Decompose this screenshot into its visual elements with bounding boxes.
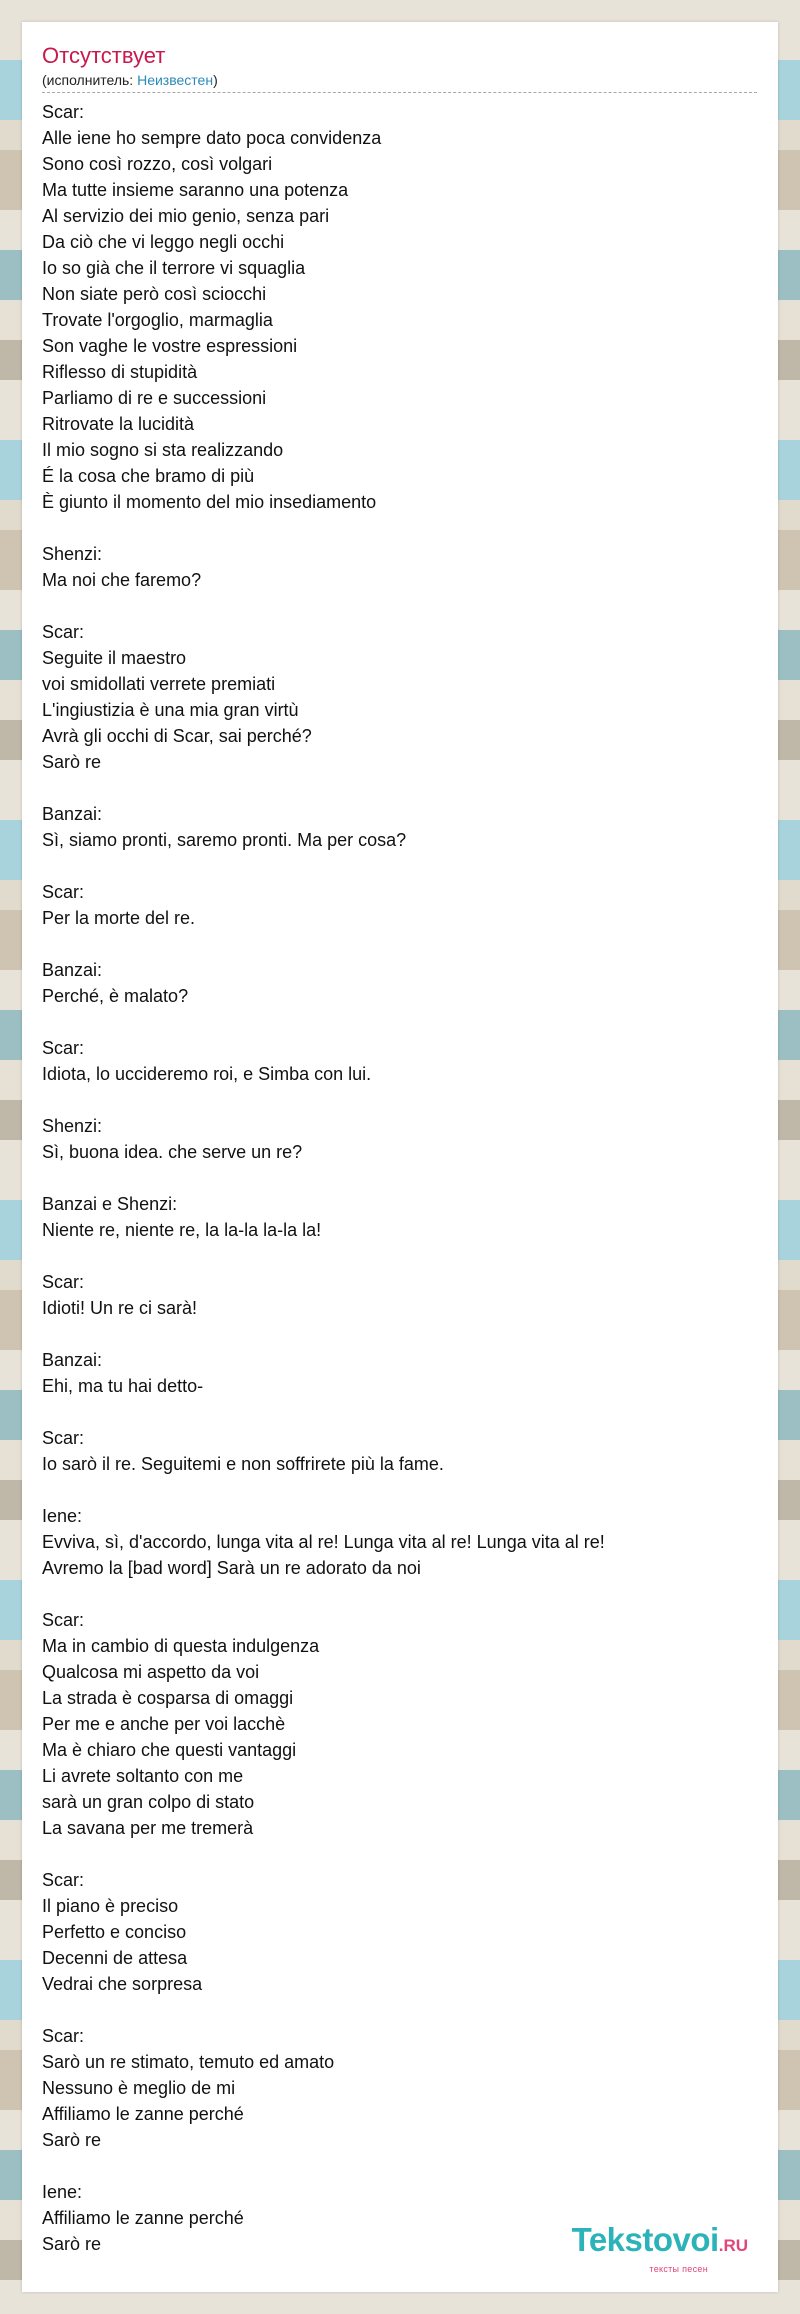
logo-brand: [572, 2222, 748, 2264]
meta-suffix: ): [213, 72, 218, 88]
stanza: [42, 1113, 758, 1165]
lyric-line: Decenni de attesa: [42, 1948, 188, 1968]
speaker-label: Iene:: [42, 1506, 83, 1526]
lyric-line: sarà un gran colpo di stato: [42, 1792, 255, 1812]
speaker-label: Scar:: [42, 1038, 85, 1058]
lyric-line: Ma noi che faremo?: [42, 570, 202, 590]
song-title: Отсутствует: [42, 43, 166, 68]
lyric-line: Avremo la [bad word] Sarà un re adorato da noi: [42, 1558, 421, 1578]
lyric-line: Seguite il maestro: [42, 648, 187, 668]
meta-prefix: (исполнитель:: [42, 72, 138, 88]
speaker-label: Scar:: [42, 1272, 85, 1292]
lyric-line: Il mio sogno si sta realizzando: [42, 440, 284, 460]
lyric-line: Per la morte del re.: [42, 908, 196, 928]
speaker-label: Scar:: [42, 2026, 85, 2046]
speaker-label: Shenzi:: [42, 1116, 103, 1136]
lyric-line: Son vaghe le vostre espressioni: [42, 336, 298, 356]
lyric-line: Sarò re: [42, 752, 102, 772]
lyric-line: Non siate però così sciocchi: [42, 284, 267, 304]
lyric-line: Sarò re: [42, 2234, 102, 2254]
lyric-line: L'ingiustizia è una mia gran virtù: [42, 700, 299, 720]
stanza: [42, 541, 758, 593]
stanza: [42, 619, 758, 775]
speaker-label: Scar:: [42, 102, 85, 122]
stanza: [42, 957, 758, 1009]
lyric-line: Qualcosa mi aspetto da voi: [42, 1662, 260, 1682]
stanza: [42, 1607, 758, 1841]
lyric-line: Riflesso di stupidità: [42, 362, 198, 382]
lyric-line: Sono così rozzo, così volgari: [42, 154, 273, 174]
lyric-line: Perché, è malato?: [42, 986, 189, 1006]
lyric-line: Perfetto e conciso: [42, 1922, 187, 1942]
stanza: [42, 801, 758, 853]
lyric-line: Ma in cambio di questa indulgenza: [42, 1636, 320, 1656]
lyric-line: Per me e anche per voi lacchè: [42, 1714, 286, 1734]
lyric-line: La savana per me tremerà: [42, 1818, 254, 1838]
speaker-label: Scar:: [42, 1428, 85, 1448]
logo-brand-text: Tekstovoi: [571, 2221, 719, 2258]
lyric-line: Al servizio dei mio genio, senza pari: [42, 206, 330, 226]
stanza: [42, 1347, 758, 1399]
lyric-line: È giunto il momento del mio insediamento: [42, 492, 377, 512]
lyric-line: Sarò re: [42, 2130, 102, 2150]
lyric-line: Li avrete soltanto con me: [42, 1766, 244, 1786]
lyric-line: Parliamo di re e successioni: [42, 388, 267, 408]
lyric-line: Avrà gli occhi di Scar, sai perché?: [42, 726, 312, 746]
stanza: [42, 879, 758, 931]
lyric-line: Niente re, niente re, la la-la la-la la!: [42, 1220, 322, 1240]
lyric-line: Ehi, ma tu hai detto-: [42, 1376, 204, 1396]
lyric-line: Sì, siamo pronti, saremo pronti. Ma per cosa?: [42, 830, 407, 850]
lyric-line: Affiliamo le zanne perché: [42, 2208, 244, 2228]
logo-tld: .RU: [718, 2236, 748, 2255]
lyric-line: La strada è cosparsa di omaggi: [42, 1688, 294, 1708]
lyric-line: Ma tutte insieme saranno una potenza: [42, 180, 349, 200]
lyrics-card: [22, 22, 778, 2292]
lyric-line: Idioti! Un re ci sarà!: [42, 1298, 198, 1318]
speaker-label: Shenzi:: [42, 544, 103, 564]
lyric-line: Affiliamo le zanne perché: [42, 2104, 244, 2124]
lyric-line: Io so già che il terrore vi squaglia: [42, 258, 306, 278]
stanza: [42, 1867, 758, 1997]
lyric-line: Trovate l'orgoglio, marmaglia: [42, 310, 273, 330]
lyric-line: Sì, buona idea. che serve un re?: [42, 1142, 303, 1162]
logo-tagline: тексты песен: [649, 2264, 708, 2274]
lyric-line: Ma è chiaro che questi vantaggi: [42, 1740, 297, 1760]
speaker-label: Scar:: [42, 1610, 85, 1630]
lyric-line: Sarò un re stimato, temuto ed amato: [42, 2052, 335, 2072]
speaker-label: Banzai:: [42, 804, 103, 824]
lyric-line: Io sarò il re. Seguitemi e non soffrirete più la fame.: [42, 1454, 444, 1474]
lyric-line: Da ciò che vi leggo negli occhi: [42, 232, 285, 252]
artist-link[interactable]: Неизвестен: [137, 72, 214, 88]
speaker-label: Scar:: [42, 1870, 85, 1890]
lyric-line: Nessuno è meglio de mi: [42, 2078, 236, 2098]
lyric-line: É la cosa che bramo di più: [42, 466, 255, 486]
lyric-line: Idiota, lo uccideremo roi, e Simba con lui.: [42, 1064, 372, 1084]
speaker-label: Scar:: [42, 622, 85, 642]
stanza: [42, 2023, 758, 2153]
lyrics-body: [42, 99, 758, 2257]
stanza: [42, 1425, 758, 1477]
lyric-line: Evviva, sì, d'accordo, lunga vita al re! Lunga vita al re! Lunga vita al re!: [42, 1532, 605, 1552]
song-meta: [42, 71, 758, 89]
lyric-line: Il piano è preciso: [42, 1896, 179, 1916]
stanza: [42, 1035, 758, 1087]
lyric-line: voi smidollati verrete premiati: [42, 674, 276, 694]
stanza: [42, 1191, 758, 1243]
stanza: [42, 99, 758, 515]
stanza: [42, 1269, 758, 1321]
stanza: [42, 1503, 758, 1581]
header-divider: [42, 92, 757, 93]
speaker-label: Banzai e Shenzi:: [42, 1194, 178, 1214]
site-logo[interactable]: [572, 2222, 748, 2274]
speaker-label: Banzai:: [42, 960, 103, 980]
lyric-line: Alle iene ho sempre dato poca convidenza: [42, 128, 382, 148]
speaker-label: Scar:: [42, 882, 85, 902]
lyric-line: Vedrai che sorpresa: [42, 1974, 203, 1994]
speaker-label: Iene:: [42, 2182, 83, 2202]
speaker-label: Banzai:: [42, 1350, 103, 1370]
lyric-line: Ritrovate la lucidità: [42, 414, 195, 434]
